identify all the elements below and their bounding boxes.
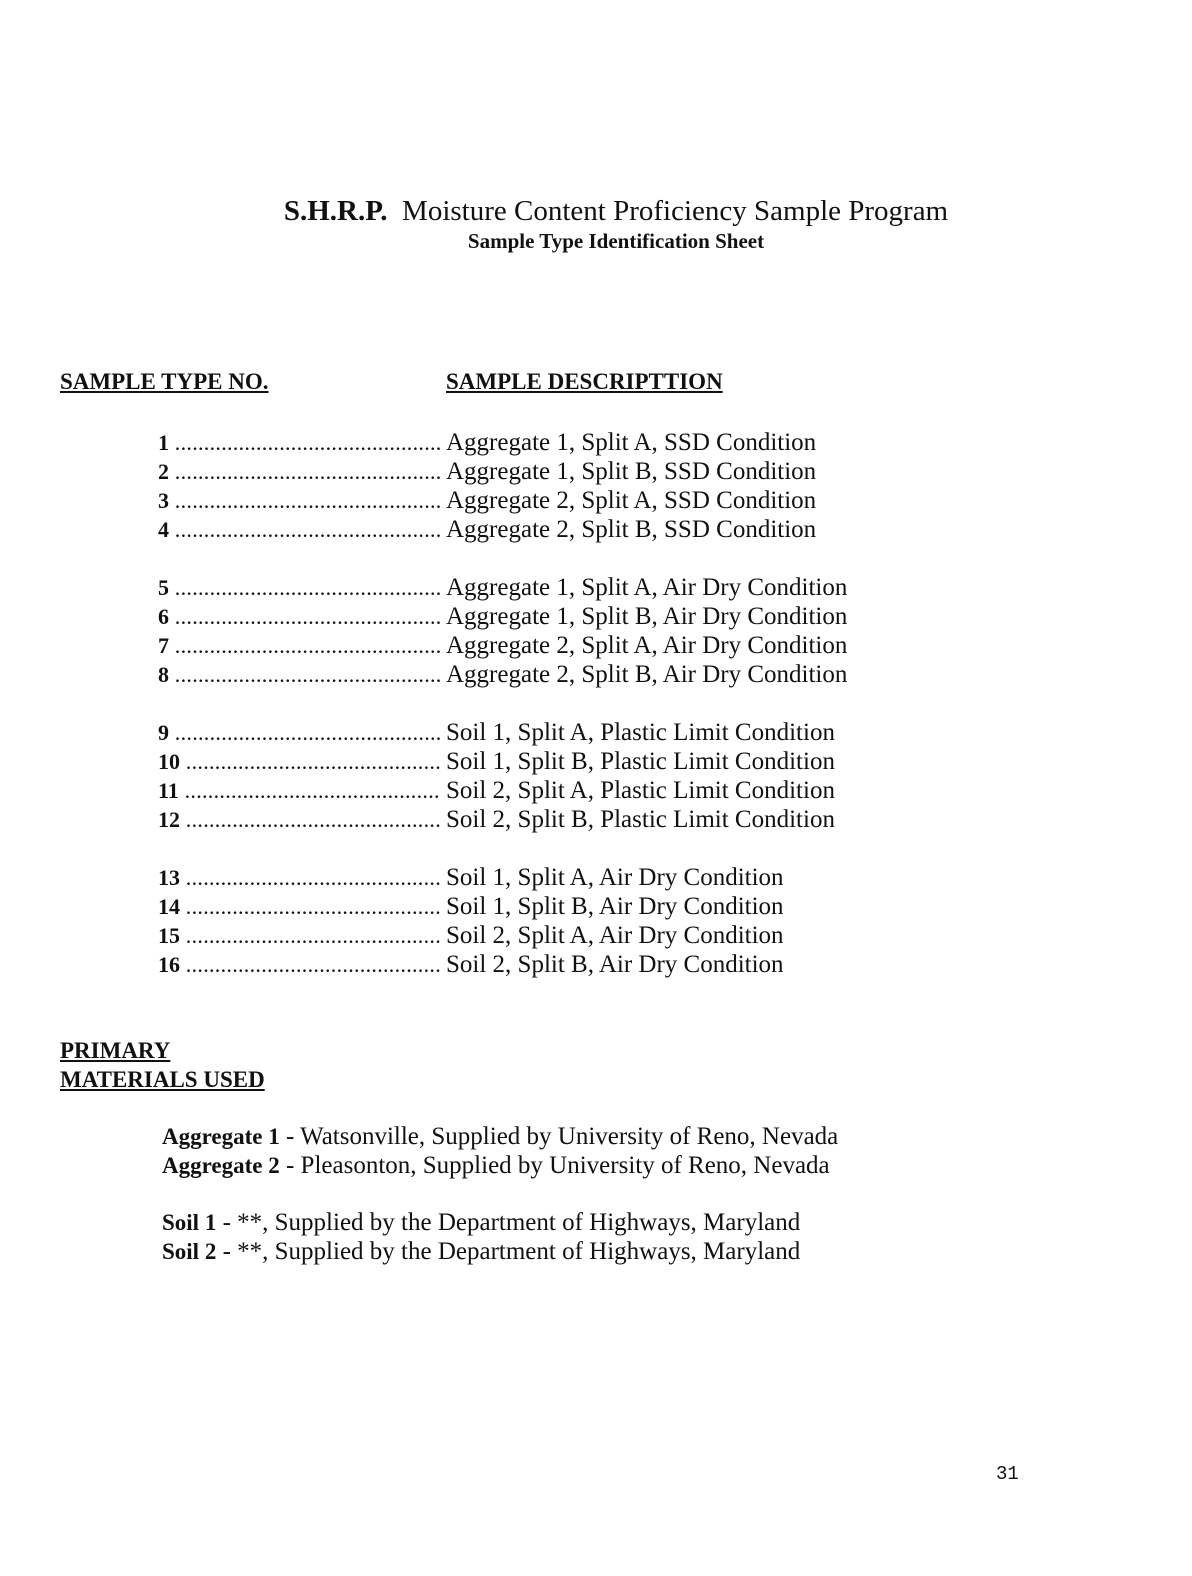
sample-row	[0, 921, 1192, 950]
sample-number: 9 .....	[158, 718, 440, 747]
sample-row	[0, 573, 1192, 602]
sample-description: Aggregate 1, Split A, SSD Condition	[446, 429, 817, 456]
sample-description: Soil 1, Split B, Plastic Limit Condition	[446, 748, 835, 775]
sample-number: 4 .....	[158, 515, 440, 544]
sample-row	[0, 457, 1192, 486]
primary-heading-line1: PRIMARY	[60, 1038, 171, 1063]
sample-row	[0, 515, 1192, 544]
sample-row	[0, 747, 1192, 776]
primary-heading-line2: MATERIALS USED	[60, 1067, 265, 1092]
sample-description: Soil 2, Split B, Air Dry Condition	[446, 951, 784, 978]
sample-row	[0, 602, 1192, 631]
sample-row	[0, 776, 1192, 805]
material-text: - Watsonville, Supplied by University of Reno, Nevada	[279, 1123, 839, 1150]
primary-materials-heading	[60, 1036, 265, 1094]
sample-description: Soil 2, Split A, Air Dry Condition	[446, 922, 784, 949]
sample-number: 5 .....	[158, 573, 440, 602]
sample-type-no-header: SAMPLE TYPE NO.	[60, 369, 269, 394]
sample-row	[0, 631, 1192, 660]
sample-row	[0, 892, 1192, 921]
sample-number: 13 .....	[158, 863, 440, 892]
sample-description: Soil 2, Split B, Plastic Limit Condition	[446, 806, 835, 833]
sample-group	[0, 573, 1192, 689]
sample-group	[0, 863, 1192, 979]
sample-type-list	[0, 428, 1192, 1008]
material-label: Soil 1	[162, 1210, 217, 1235]
sample-description: Aggregate 1, Split B, SSD Condition	[446, 458, 817, 485]
material-aggregate-1	[162, 1122, 838, 1151]
material-text: - **, Supplied by the Department of Highways, Maryland	[216, 1238, 801, 1265]
sample-description: Aggregate 2, Split A, SSD Condition	[446, 487, 817, 514]
sample-description: Soil 1, Split B, Air Dry Condition	[446, 893, 784, 920]
page-number: 31	[996, 1463, 1019, 1485]
sample-number: 6 .....	[158, 602, 440, 631]
subtitle: Sample Type Identification Sheet	[467, 229, 765, 253]
sample-number: 10 .....	[158, 747, 440, 776]
sample-number: 12 .....	[158, 805, 440, 834]
sample-number: 14 .....	[158, 892, 440, 921]
sample-description: Aggregate 2, Split B, Air Dry Condition	[446, 661, 848, 688]
sample-row	[0, 805, 1192, 834]
sample-row	[0, 428, 1192, 457]
sample-description: Aggregate 1, Split B, Air Dry Condition	[446, 603, 848, 630]
document-title	[0, 194, 1192, 254]
material-soil-2	[162, 1237, 838, 1266]
sample-number: 11 .....	[158, 776, 440, 805]
sample-number: 7 .....	[158, 631, 440, 660]
sample-description: Soil 1, Split A, Air Dry Condition	[446, 864, 784, 891]
sample-row	[0, 486, 1192, 515]
material-label: Aggregate 2	[162, 1153, 280, 1178]
material-label: Aggregate 1	[162, 1124, 280, 1149]
sample-description: Soil 2, Split A, Plastic Limit Condition	[446, 777, 835, 804]
material-aggregate-2	[162, 1151, 838, 1180]
sample-description: Aggregate 2, Split A, Air Dry Condition	[446, 632, 848, 659]
sample-row	[0, 950, 1192, 979]
sample-description: Soil 1, Split A, Plastic Limit Condition	[446, 719, 835, 746]
sample-row	[0, 863, 1192, 892]
sample-number: 8 .....	[158, 660, 440, 689]
sample-number: 3 .....	[158, 486, 440, 515]
sample-row	[0, 660, 1192, 689]
sample-description-header: SAMPLE DESCRIPTTION	[446, 369, 723, 394]
material-text: - **, Supplied by the Department of Highways, Maryland	[216, 1209, 801, 1236]
title-prefix: S.H.R.P.	[283, 195, 388, 227]
material-label: Soil 2	[162, 1239, 217, 1264]
title-main: Moisture Content Proficiency Sample Program	[402, 195, 949, 227]
sample-description: Aggregate 1, Split A, Air Dry Condition	[446, 574, 848, 601]
sample-number: 16 .....	[158, 950, 440, 979]
sample-number: 15 .....	[158, 921, 440, 950]
sample-row	[0, 718, 1192, 747]
sample-number: 1 .....	[158, 428, 440, 457]
sample-group	[0, 718, 1192, 834]
material-soil-1	[162, 1208, 838, 1237]
sample-group	[0, 428, 1192, 544]
materials-list	[162, 1122, 838, 1266]
title-line	[0, 194, 1192, 228]
sample-description: Aggregate 2, Split B, SSD Condition	[446, 516, 817, 543]
material-text: - Pleasonton, Supplied by University of Reno, Nevada	[279, 1152, 830, 1179]
sample-number: 2 .....	[158, 457, 440, 486]
